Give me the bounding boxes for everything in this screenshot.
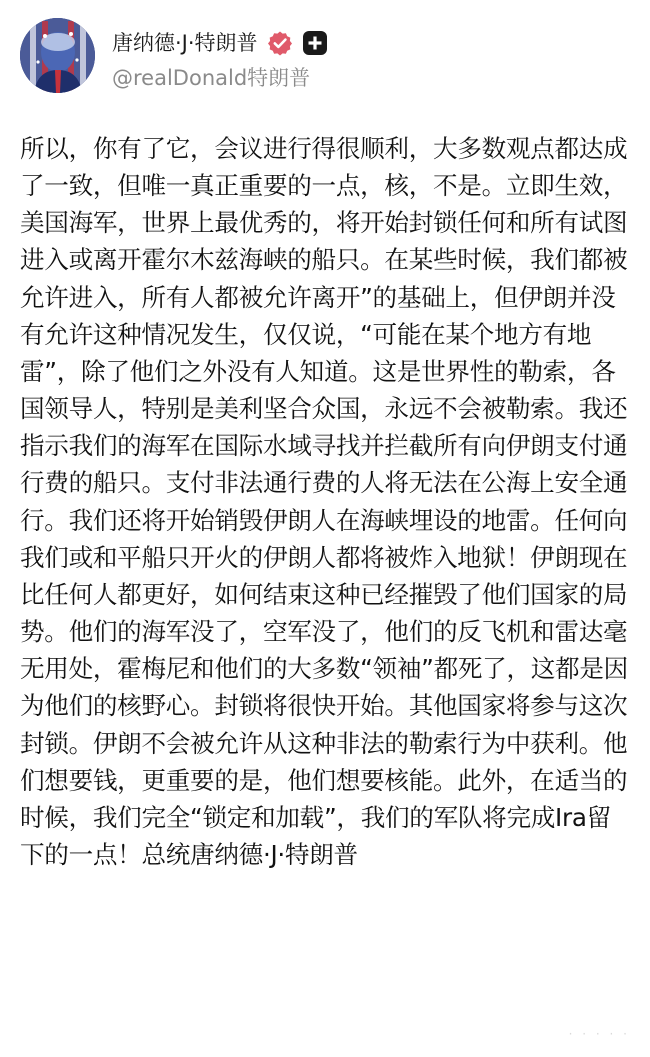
- post-header: [20, 18, 630, 94]
- display-name[interactable]: 唐纳德·J·特朗普: [112, 31, 258, 55]
- user-handle[interactable]: @realDonald特朗普: [112, 66, 311, 90]
- avatar-image: [20, 18, 95, 93]
- post-body: 所以，你有了它，会议进行得很顺利，大多数观点都达成了一致，但唯一真正重要的一点，核，不是。立即生效，美国海军，世界上最优秀的，将开始封锁任何和所有试图进入或离开霍尔木兹海峡的船只。在某些时候，我们都被允许进入，所有人都被允许离开”的基础上，但伊朗并没有允许这种情况发生，仅仅说，“可能在某个地方有地雷”，除了他们之外没有人知道。这是世界性的勒索，各国领导人，特别是美利坚合众国，永远不会被勒索。我还指示我们的海军在国际水域寻找并拦截所有向伊朗支付通行费的船只。支付非法通行费的人将无法在公海上安全通行。我们还将开始销毁伊朗人在海峡埋设的地雷。任何向我们或和平船只开火的伊朗人都将被炸入地狱！伊朗现在比任何人都更好，如何结束这种已经摧毁了他们国家的局势。他们的海军没了，空军没了，他们的反飞机和雷达毫无用处，霍梅尼和他们的大多数“领袖”都死了，这都是因为他们的核野心。封锁将很快开始。其他国家将参与这次封锁。伊朗不会被允许从这种非法的勒索行为中获利。他们想要钱，更重要的是，他们想要核能。此外，在适当的时候，我们完全“锁定和加载”，我们的军队将完成Ira留下的一点！总统唐纳德·J·特朗普: [20, 134, 628, 869]
- watermark: · · · · ·: [568, 1027, 630, 1041]
- verified-badge-icon: [267, 30, 293, 56]
- name-row: [112, 26, 328, 60]
- avatar[interactable]: [20, 18, 95, 93]
- follow-plus-icon[interactable]: [302, 30, 328, 56]
